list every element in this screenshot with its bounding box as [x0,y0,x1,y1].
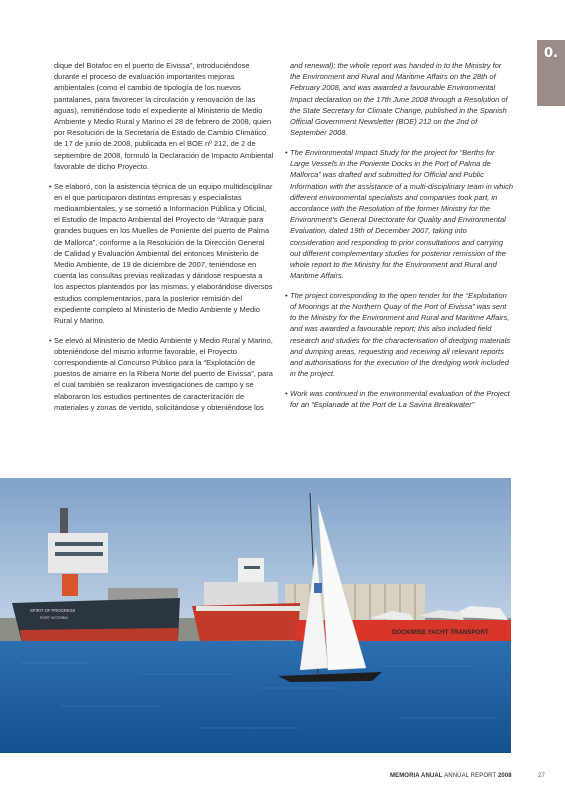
right-bullet-4: • Work was continued in the environmental evaluation of the Project for an “Esplanade at the Port de La Savina Breakwater” [290,388,513,410]
left-paragraph-1: dique del Botafoc en el puerto de Eivissa”, introduciéndose durante el proceso de evaluación importantes mejoras ambientales (como el cambio de tipología de los nuevos pantalanes, para favorecer la circulación y renovación de las aguas), remitiéndose todo el expediente al Ministerio de Medio Ambiente y Medio Rural y Marino el 28 de febrero de 2008, quien por Resolución de la Secretaría de Estado de Cambio Climático de 17 de junio de 2008, publicada en el BOE nº 212, de 2 de septiembre de 2008, formuló la Declaración de Impacto Ambiental favorable de dicho Proyecto. [54,61,274,171]
chapter-tab: 0. [537,40,565,106]
right-paragraph-1: and renewal); the whole report was handed in to the Ministry for the Environment and Rural and Maritime Affairs on the 28th of February 2008, and was awarded a favourable Environmental Impact declaration on the 17th June 2008 through a Resolution of the State Secretary for Climate Change, published in the Spanish Official Government Newsletter (BOE) 212 on the 2nd of September 2008. [290,61,508,138]
ship-left-name: SPIRIT OF PROGRESS [30,608,76,613]
left-bullet-2: • Se elaboró, con la asistencia técnica de un equipo multidisciplinar en el que participaron distintas empresas y especialistas medioambientales, y se sometió a Información Pública y Oficial, el Estudio de Impacto Ambiental del Proyecto de “Atraque para grandes buques en los Muelles de Poniente del puerto de Palma de Mallorca”, conforme a la Resolución de la Dirección General de Calidad y Evaluación Ambiental del entonces Ministerio de Medio Ambiente, de 19 de diciembre de 2007, teniéndose en cuenta las consultas previas realizadas y dándose respuesta a los aspectos planteados por las mismas, y elaborándose diversos estudios complementarios, para la posterior remisión del expediente completo al Ministerio de Medio Ambiente y Medio Rural y Marino. [54,181,274,327]
page-number: 27 [538,773,545,779]
page-footer [370,773,545,783]
ship-right-name: DOCKWISE YACHT TRANSPORT [392,629,489,636]
harbour-photo [0,478,511,753]
left-bullet-3: • Se elevó al Ministerio de Medio Ambiente y Medio Rural y Marino, obteniéndose del mismo informe favorable, el Proyecto correspondiente al Concurso Público para la “Explotación de puestos de amarre en la Ribera Norte del puerto de Eivissa”, para el cual también se realizaron investigaciones de campo y se elaboraron los estudios pertinentes de caracterización de materiales y zonas de vertido, solicitándose y obteniéndose los [54,335,274,413]
footer-year: 2008 [497,773,512,779]
footer-title-en: ANNUAL REPORT [444,773,497,779]
footer-title-es: MEMORIA ANUAL [390,773,443,779]
right-bullet-2: • The Environmental Impact Study for the project for “Berths for Large Vessels in the Poniente Docks in the Port of Palma de Mallorca” was drafted and submitted for Official and Public Information with the assistance of a multi-disciplinary team in which different environmental specialists and companies took part, in accordance with the Resolution of the former Ministry for the Environment’s General Directorate for Quality and Environmental Evaluation, dated 19th of December 2007, taking into consideration and responding to prior consultations and carrying out different complementary studies for posterior remission of the whole report to the Ministry for the Environment and Rural and Maritime Affairs. [290,147,513,281]
left-text-column [54,60,274,422]
ship-left-port: PORT VICTORIA [40,616,68,620]
sea [0,641,511,753]
footer-report-title [390,773,512,779]
right-text-column [290,60,513,419]
right-bullet-3: • The project corresponding to the open tender for the “Exploitation of Moorings at the Northern Quay of the Port of Eivissa” was sent to the Ministry for the Environment and Rural and Maritime Affairs, and was awarded a favourable report; this also included field research and studies for the characterisation of dredging materials and dumping areas, requesting and receiving all relevant reports and authorisations for the execution of the dredging work included in the project. [290,290,513,380]
